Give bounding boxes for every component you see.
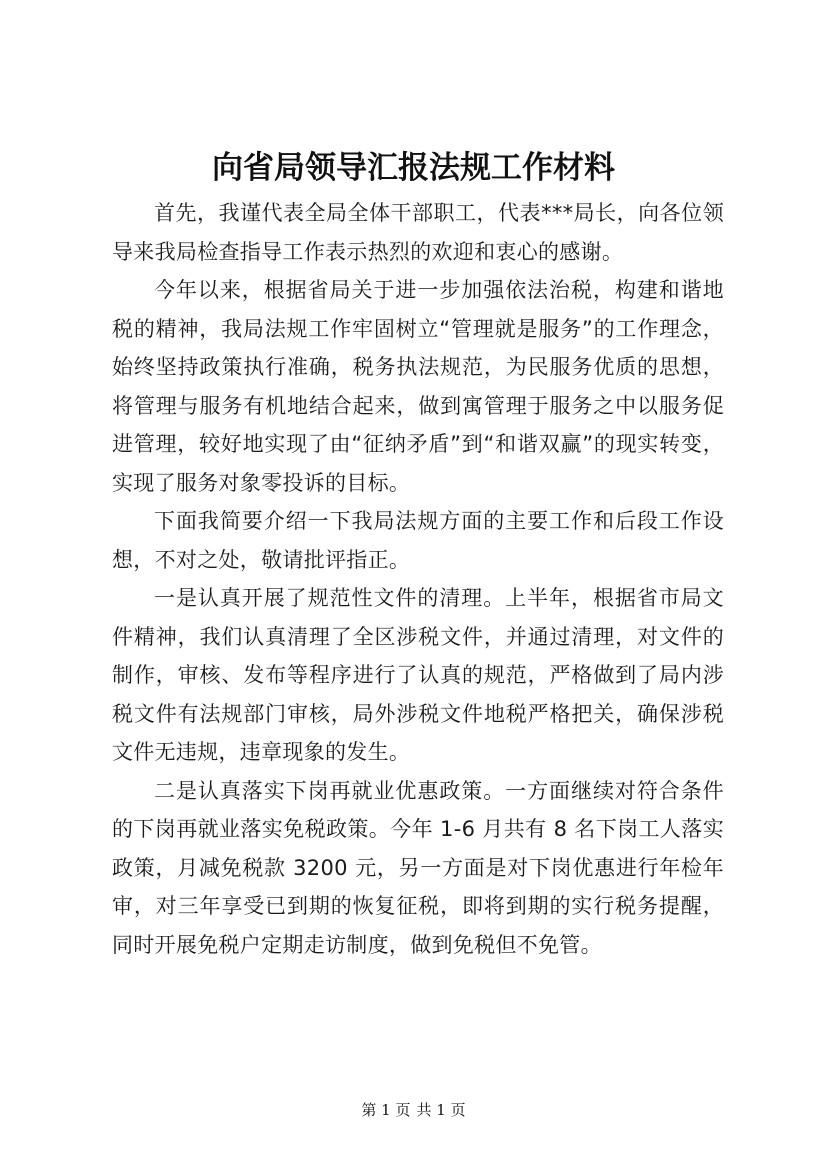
document-title: 向省局领导汇报法规工作材料 [212, 150, 615, 186]
paragraph-overview: 今年以来，根据省局关于进一步加强依法治税，构建和谐地税的精神，我局法规工作牢固树立“管理就是服务”的工作理念，始终坚持政策执行准确，税务执法规范，为民服务优质的思想，将管理与服务有机地结合起来，做到寓管理于服务之中以服务促进管理，较好地实现了由“征纳矛盾”到“和谐双赢”的现实转变，实现了服务对象零投诉的目标。 [112, 278, 724, 495]
page-footer [0, 1100, 827, 1120]
paragraph-reemployment-policy: 二是认真落实下岗再就业优惠政策。一方面继续对符合条件的下岗再就业落实免税政策。今年 1-6 月共有 8 名下岗工人落实政策，月减免税款 3200 元，另一方面是对下岗优惠进行年检年审，对三年享受已到期的恢复征税，即将到期的实行税务提醒，同时开展免税户定期走访制度，做到免税但不免管。 [112, 778, 724, 957]
document-body [112, 194, 724, 964]
paragraph-document-cleanup: 一是认真开展了规范性文件的清理。上半年，根据省市局文件精神，我们认真清理了全区涉税文件，并通过清理，对文件的制作，审核、发布等程序进行了认真的规范，严格做到了局内涉税文件有法规部门审核，局外涉税文件地税严格把关，确保涉税文件无违规，违章现象的发生。 [112, 586, 724, 764]
paragraph-greeting: 首先，我谨代表全局全体干部职工，代表***局长，向各位领导来我局检查指导工作表示热烈的欢迎和衷心的感谢。 [112, 201, 724, 264]
page-number: 第 1 页 [361, 1101, 411, 1119]
paragraph-introduction: 下面我简要介绍一下我局法规方面的主要工作和后段工作设想，不对之处，敬请批评指正。 [112, 509, 724, 572]
page-total: 共 1 页 [416, 1101, 466, 1119]
